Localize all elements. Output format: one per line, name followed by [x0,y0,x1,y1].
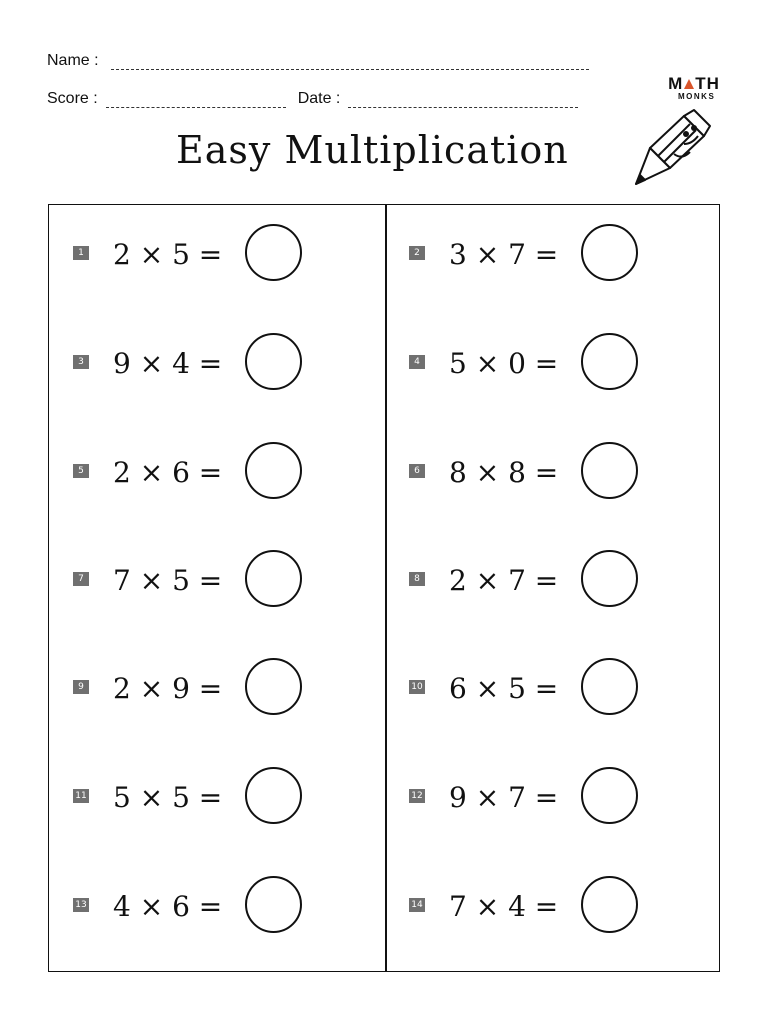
answer-circle[interactable] [581,876,638,933]
problem-number: 2 [409,246,425,260]
answer-circle[interactable] [245,333,302,390]
column-divider [385,205,387,971]
answer-circle[interactable] [245,767,302,824]
problem-number: 10 [409,680,425,694]
problem-expression: 9 × 4 = [113,347,223,380]
answer-circle[interactable] [581,333,638,390]
problem-number: 13 [73,898,89,912]
problem-expression: 3 × 7 = [449,238,559,271]
math-monks-logo [664,74,724,101]
answer-circle[interactable] [581,224,638,281]
problem-expression: 6 × 5 = [449,672,559,705]
problem-number: 4 [409,355,425,369]
pencil-mascot-icon [628,108,718,198]
answer-circle[interactable] [245,224,302,281]
answer-circle[interactable] [581,658,638,715]
problem-number: 5 [73,464,89,478]
problem-expression: 5 × 5 = [113,781,223,814]
problem-expression: 7 × 4 = [449,890,559,923]
logo-word: M TH [668,74,720,93]
problem-expression: 2 × 6 = [113,456,223,489]
date-input-line[interactable] [348,95,578,108]
worksheet-title: Easy Multiplication [176,128,569,172]
problem-expression: 8 × 8 = [449,456,559,489]
date-label: Date : [297,90,341,107]
logo-triangle-icon [683,78,695,90]
problem-expression: 4 × 6 = [113,890,223,923]
problem-number: 12 [409,789,425,803]
answer-circle[interactable] [245,658,302,715]
answer-circle[interactable] [581,442,638,499]
problem-number: 9 [73,680,89,694]
name-field-row [47,52,589,70]
logo-subtext: MONKS [678,92,716,101]
problem-number: 14 [409,898,425,912]
answer-circle[interactable] [245,442,302,499]
problem-expression: 2 × 7 = [449,564,559,597]
score-date-row [47,90,578,108]
answer-circle[interactable] [245,550,302,607]
problem-number: 11 [73,789,89,803]
problem-number: 3 [73,355,89,369]
problem-number: 1 [73,246,89,260]
problem-grid [48,204,720,972]
problem-expression: 2 × 9 = [113,672,223,705]
answer-circle[interactable] [245,876,302,933]
problem-number: 6 [409,464,425,478]
problem-expression: 5 × 0 = [449,347,559,380]
answer-circle[interactable] [581,550,638,607]
problem-number: 8 [409,572,425,586]
score-input-line[interactable] [106,95,286,108]
answer-circle[interactable] [581,767,638,824]
name-label: Name : [47,52,99,69]
problem-expression: 2 × 5 = [113,238,223,271]
problem-expression: 7 × 5 = [113,564,223,597]
score-label: Score : [47,90,98,107]
problem-number: 7 [73,572,89,586]
name-input-line[interactable] [111,57,589,70]
problem-expression: 9 × 7 = [449,781,559,814]
